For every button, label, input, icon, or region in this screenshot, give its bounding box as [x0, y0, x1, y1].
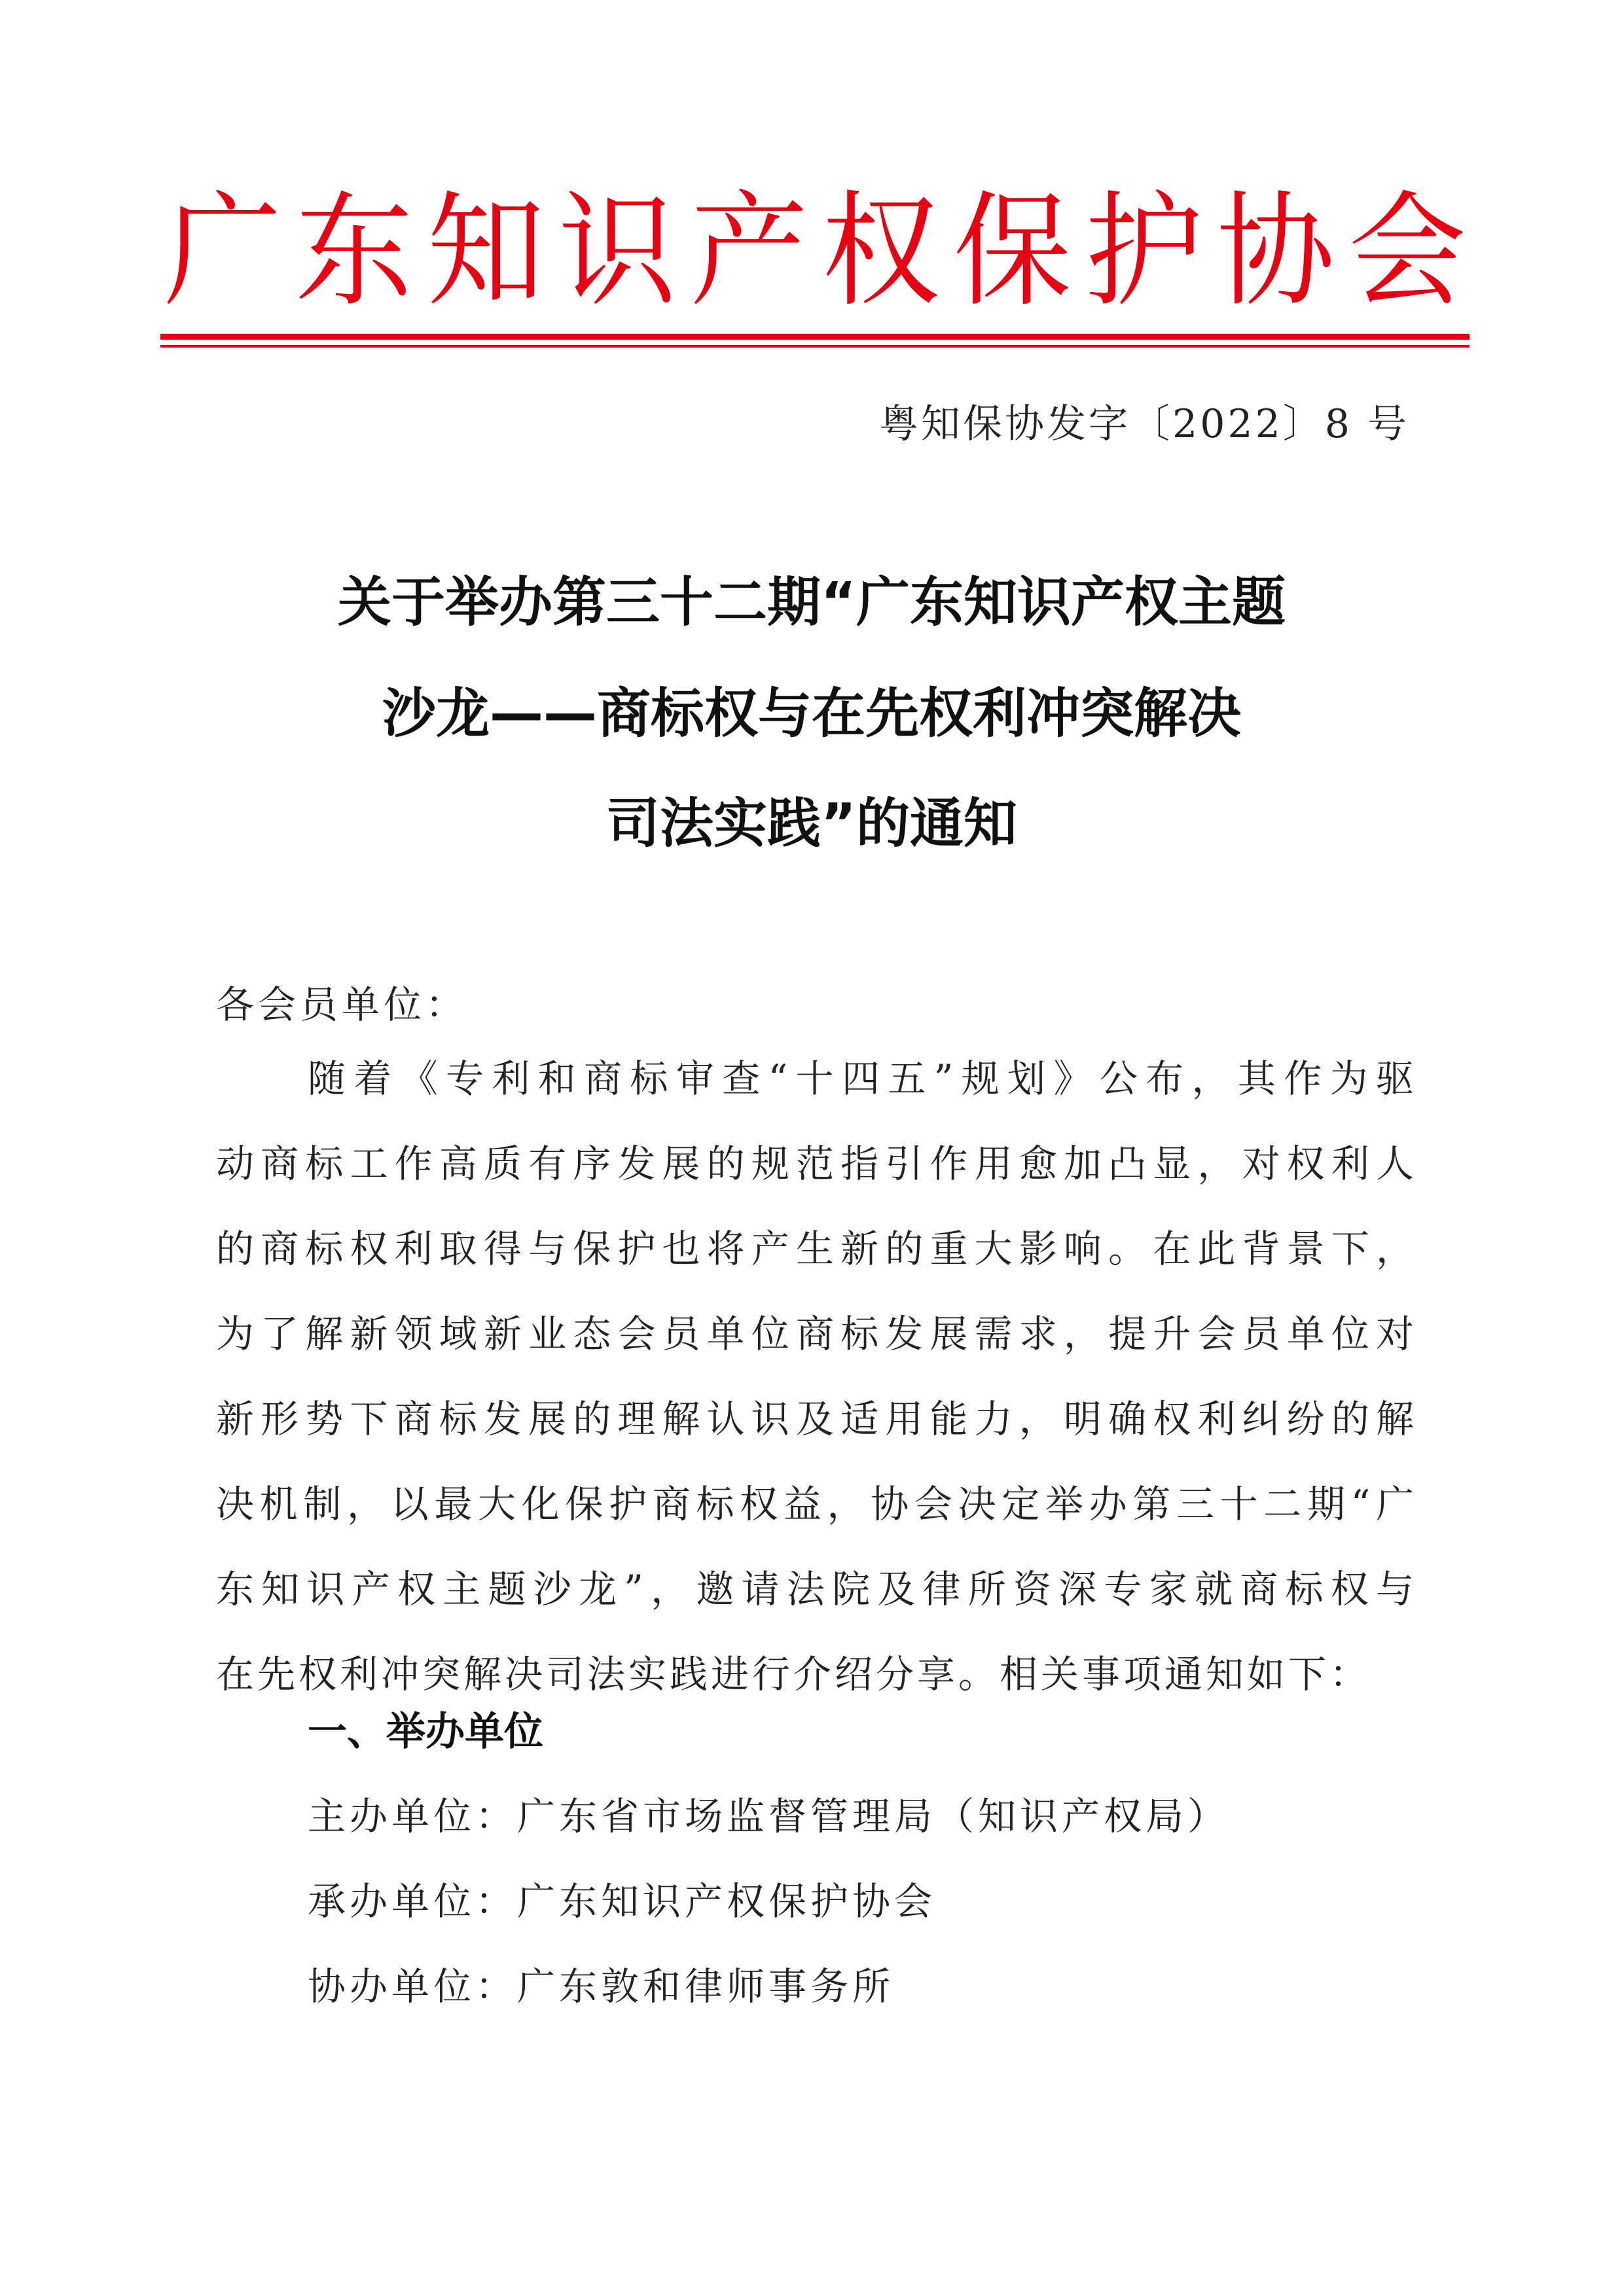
- organizer-unit: 承办单位：广东知识产权保护协会: [308, 1879, 937, 1924]
- paragraph-line: 新形势下商标发展的理解认识及适用能力，明确权利纠纷的解: [216, 1397, 1414, 1441]
- masthead-char: 广: [164, 179, 282, 324]
- document-number: 粤知保协发字〔2022〕8 号: [879, 401, 1409, 447]
- notice-title-line-3: 司法实践”的通知: [606, 793, 1017, 855]
- masthead-char: 识: [558, 179, 677, 324]
- masthead-char: 会: [1348, 179, 1466, 324]
- masthead-char: 护: [1085, 179, 1203, 324]
- host-unit: 主办单位：广东省市场监督管理局（知识产权局）: [308, 1794, 1230, 1839]
- masthead-title: [164, 177, 1466, 327]
- notice-title-line-1: 关于举办第三十二期“广东知识产权主题: [338, 571, 1286, 634]
- masthead-char: 知: [427, 179, 545, 324]
- masthead-rule-thin: [160, 345, 1470, 348]
- notice-title-line-2: 沙龙——商标权与在先权利冲突解决: [382, 683, 1241, 745]
- masthead-char: 保: [953, 179, 1072, 324]
- salutation: 各会员单位：: [216, 982, 468, 1027]
- masthead-char: 协: [1216, 179, 1335, 324]
- masthead-char: 东: [295, 179, 414, 324]
- paragraph-line: 东知识产权主题沙龙”，邀请法院及律所资深专家就商标权与: [216, 1567, 1414, 1611]
- co-organizer-unit: 协办单位：广东敦和律师事务所: [308, 1964, 895, 2009]
- section-heading-organizers: 一、举办单位: [308, 1709, 543, 1755]
- paragraph-line: 随着《专利和商标审查“十四五”规划》公布，其作为驱: [308, 1056, 1414, 1101]
- paragraph-line: 在先权利冲突解决司法实践进行介绍分享。相关事项通知如下：: [216, 1652, 1371, 1696]
- paragraph-line: 为了解新领域新业态会员单位商标发展需求，提升会员单位对: [216, 1312, 1414, 1356]
- masthead-char: 产: [690, 179, 808, 324]
- masthead-rule-thick: [160, 334, 1470, 340]
- masthead-char: 权: [821, 179, 940, 324]
- paragraph-line: 的商标权利取得与保护也将产生新的重大影响。在此背景下，: [216, 1227, 1414, 1271]
- paragraph-line: 动商标工作高质有序发展的规范指引作用愈加凸显，对权利人: [216, 1141, 1414, 1186]
- paragraph-line: 决机制，以最大化保护商标权益，协会决定举办第三十二期“广: [216, 1482, 1414, 1526]
